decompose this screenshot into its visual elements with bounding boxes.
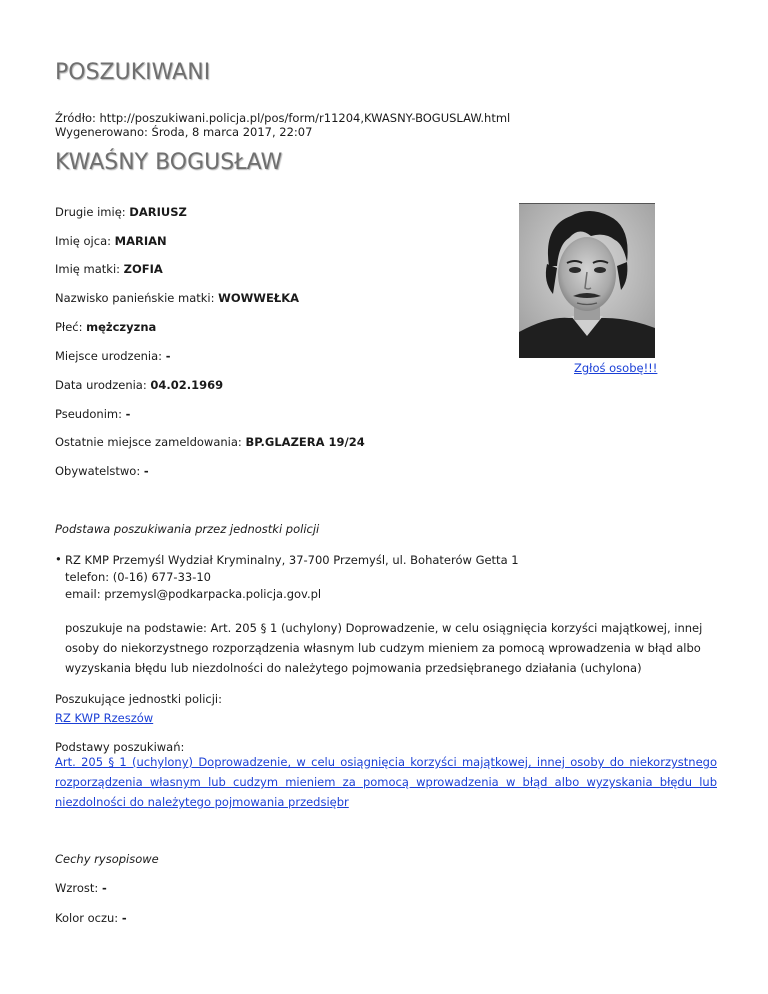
field-mother-name: Imię matki: ZOFIA [55, 262, 163, 276]
field-mother-maiden-name: Nazwisko panieńskie matki: WOWWEŁKA [55, 291, 300, 305]
field-father-name: Imię ojca: MARIAN [55, 234, 167, 248]
person-name: KWAŚNY BOGUSŁAW [55, 150, 283, 175]
field-second-name: Drugie imię: DARIUSZ [55, 205, 187, 219]
searching-unit-link[interactable]: RZ KWP Rzeszów [55, 711, 154, 725]
field-sex: Płeć: mężczyzna [55, 320, 157, 334]
bullet-icon: • [55, 552, 62, 566]
field-birthplace: Miejsce urodzenia: - [55, 349, 171, 363]
page-title: POSZUKIWANI [55, 60, 211, 85]
field-value: - [125, 407, 131, 421]
field-citizenship: Obywatelstwo: - [55, 464, 149, 478]
source-line: Źródło: http://poszukiwani.policja.pl/pos/form/r11204,KWASNY-BOGUSLAW.html [55, 111, 511, 125]
document-meta [55, 111, 510, 139]
field-nickname: Pseudonim: - [55, 407, 131, 421]
field-value: - [101, 881, 107, 895]
field-value: - [143, 464, 149, 478]
searching-units-label: Poszukujące jednostki policji: [55, 692, 222, 706]
field-value: - [165, 349, 171, 363]
field-value: BP.GLAZERA 19/24 [245, 435, 365, 449]
search-basis-text: poszukuje na podstawie: Art. 205 § 1 (uchylony) Doprowadzenie, w celu osiągnięcia korzyści majątkowej, innej osoby do niekorzystnego rozporządzenia własnym lub cudzym mieniem za pomocą wprowadzenia w błąd albo wyzyskania błędu lub niezdolności do należytego pojmowania przedsiębranego działania (uchylona) [65, 621, 703, 675]
field-value: mężczyzna [86, 320, 157, 334]
field-value: ZOFIA [123, 262, 163, 276]
field-value: DARIUSZ [129, 205, 187, 219]
field-eye-color: Kolor oczu: - [55, 911, 127, 925]
unit-email: email: przemysl@podkarpacka.policja.gov.pl [65, 587, 322, 601]
field-value: WOWWEŁKA [218, 291, 300, 305]
field-birthdate: Data urodzenia: 04.02.1969 [55, 378, 224, 392]
section-title-description: Cechy rysopisowe [55, 852, 159, 866]
report-person-link[interactable]: Zgłoś osobę!!! [574, 361, 658, 375]
field-value: - [121, 911, 127, 925]
unit-phone: telefon: (0-16) 677-33-10 [65, 570, 212, 584]
section-title-search-basis: Podstawa poszukiwania przez jednostki policji [55, 522, 320, 536]
search-basis-link[interactable]: Art. 205 § 1 (uchylony) Doprowadzenie, w celu osiągnięcia korzyści majątkowej, innej osoby do niekorzystnego rozporządzenia własnym lub cudzym mieniem za pomocą wprowadzenia w błąd albo wyzyskania błędu lub niezdolności do należytego pojmowania przedsiębr [55, 755, 717, 809]
field-value: MARIAN [114, 234, 167, 248]
generated-line: Wygenerowano: Środa, 8 marca 2017, 22:07 [55, 125, 313, 139]
field-value: 04.02.1969 [150, 378, 224, 392]
field-height: Wzrost: - [55, 881, 107, 895]
search-basis-label: Podstawy poszukiwań: [55, 740, 185, 754]
field-last-address: Ostatnie miejsce zameldowania: BP.GLAZERA 19/24 [55, 435, 365, 449]
person-photo [519, 203, 655, 358]
unit-name: RZ KMP Przemyśl Wydział Kryminalny, 37-700 Przemyśl, ul. Bohaterów Getta 1 [65, 553, 519, 567]
